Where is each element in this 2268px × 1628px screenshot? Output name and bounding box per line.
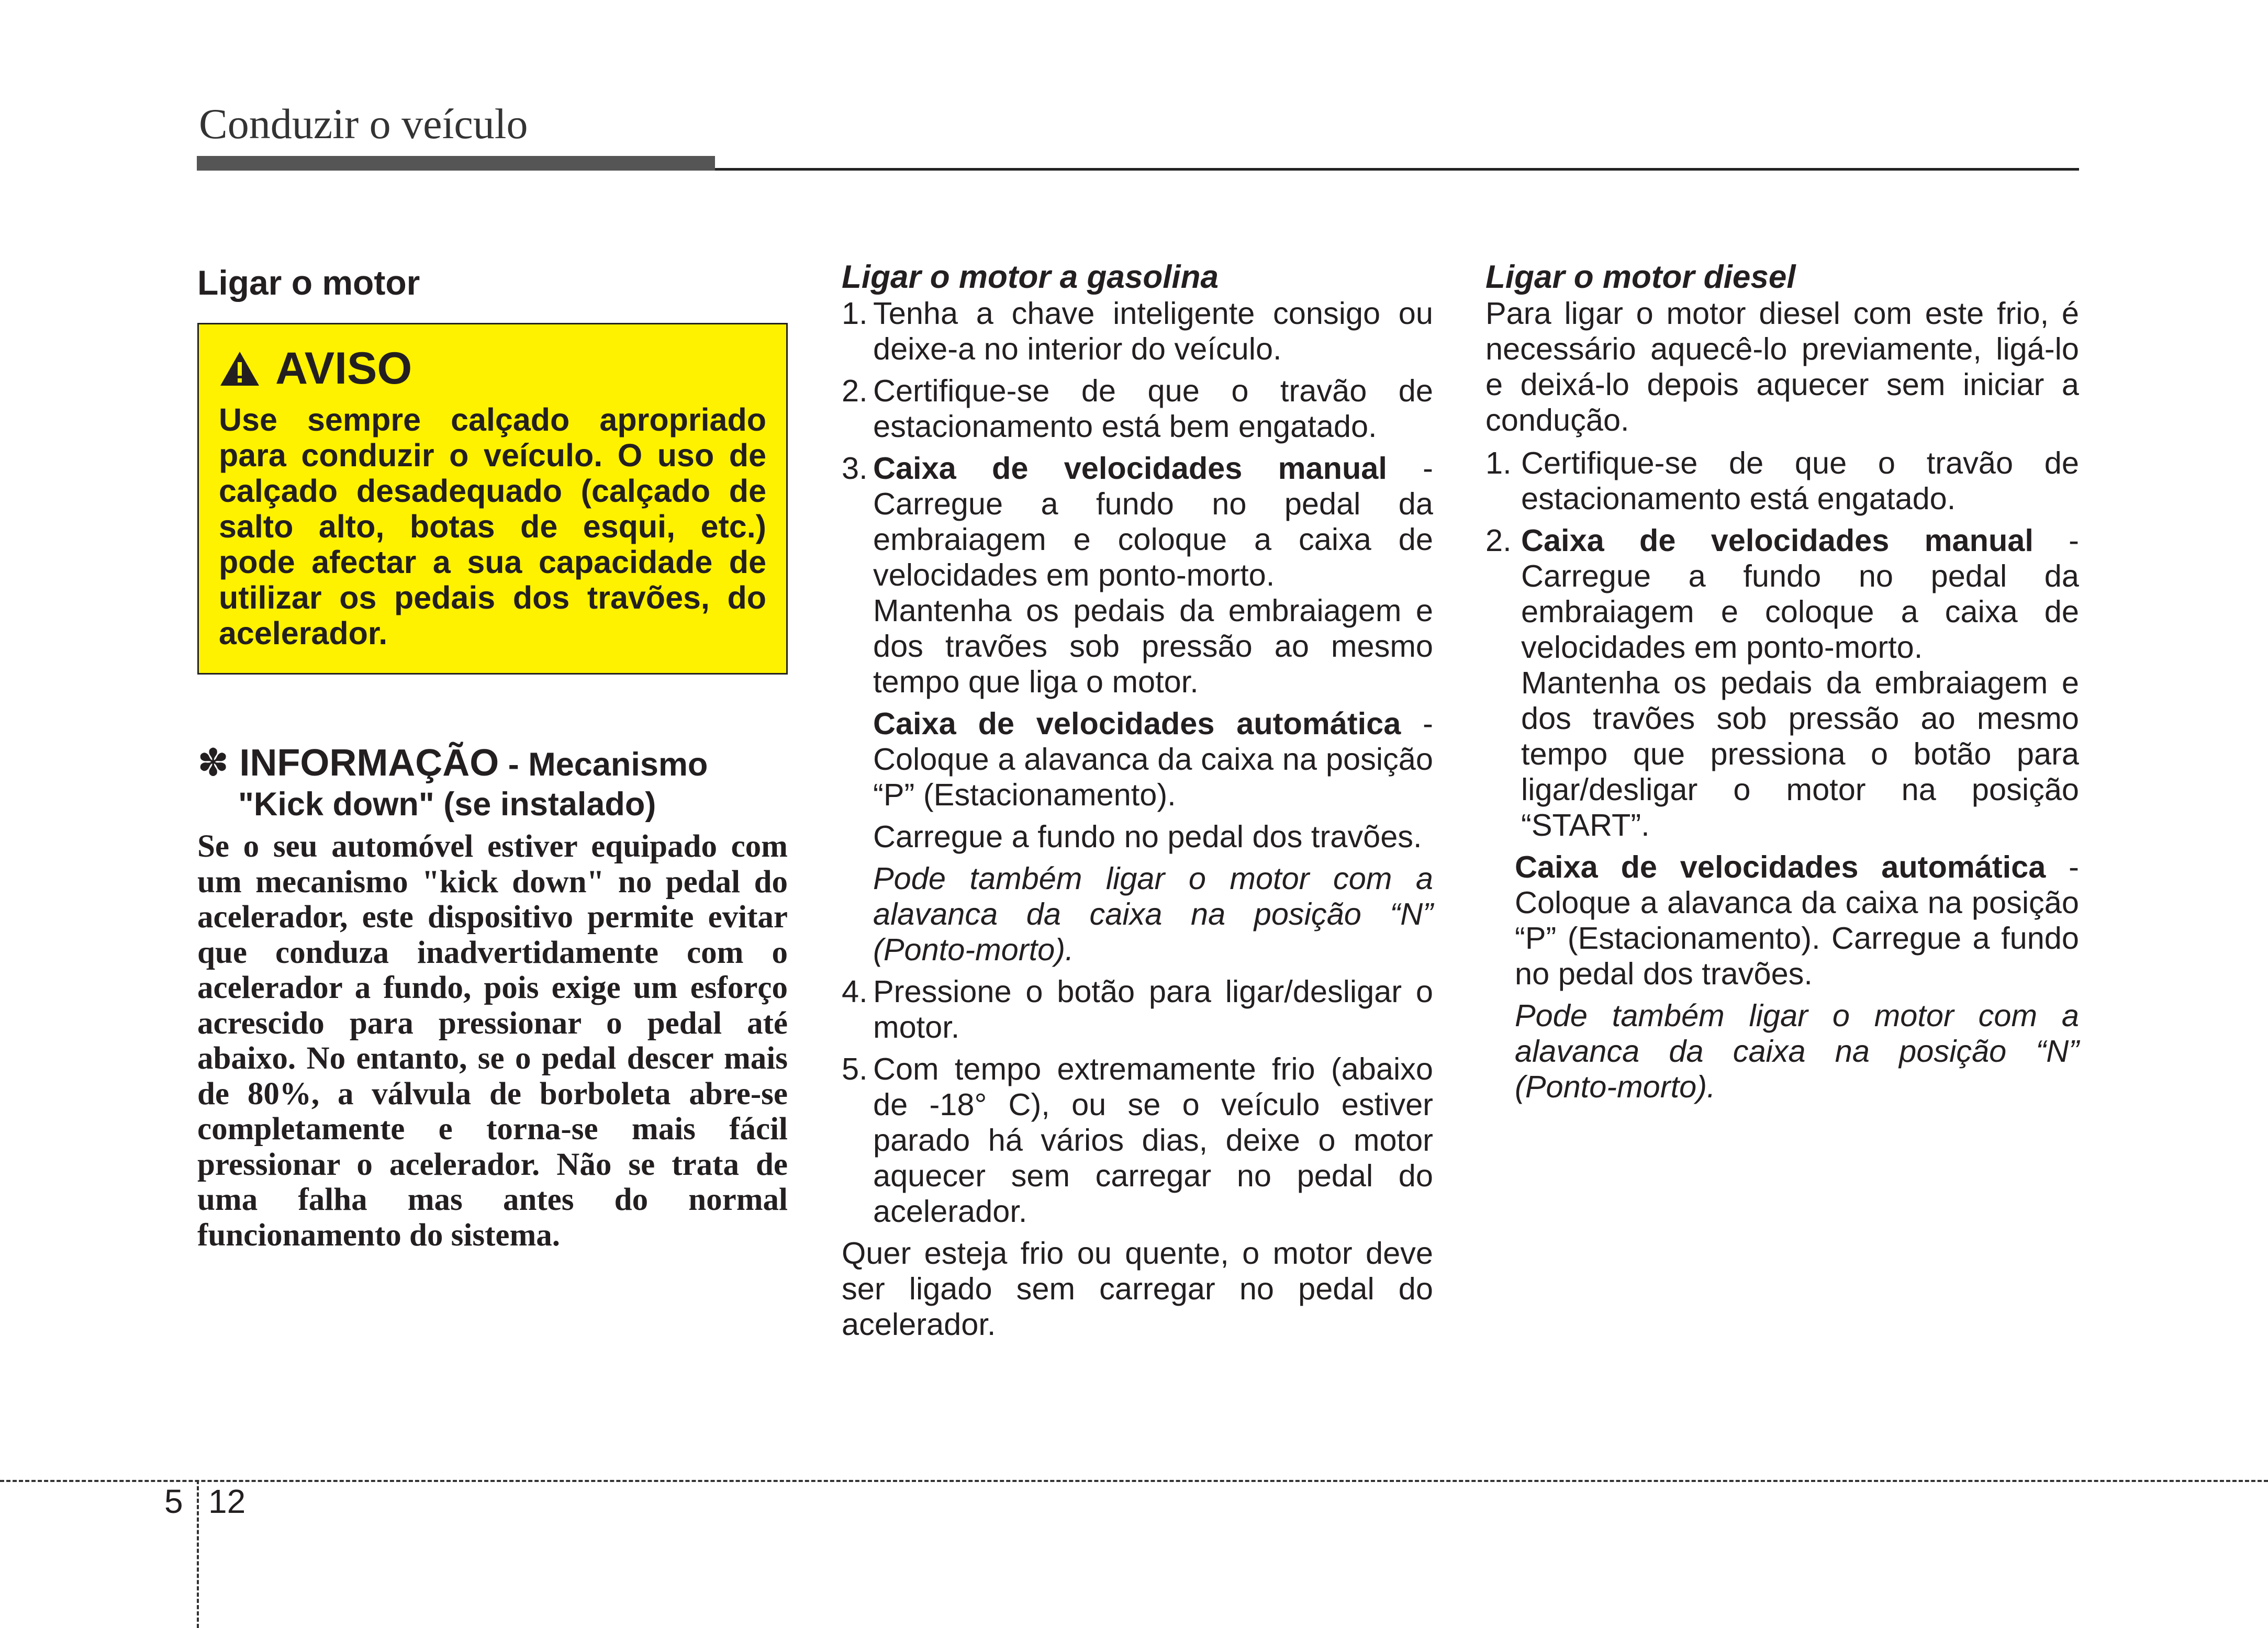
- page-header-title: Conduzir o veículo: [199, 100, 528, 148]
- item3-brake: Carregue a fundo no pedal dos travões.: [873, 819, 1422, 854]
- list-item: 1. Tenha a chave inteligente consigo ou deixe-a no interior do veículo.: [842, 296, 1433, 366]
- warning-box: [197, 323, 788, 675]
- info-subtitle-2: "Kick down" (se instalado): [238, 786, 656, 823]
- page-number: 12: [208, 1483, 246, 1520]
- column-2: [842, 259, 1433, 1342]
- footer-divider: [0, 1480, 2268, 1482]
- item2-paragraph: Mantenha os pedais da embraiagem e dos travões sob pressão ao mesmo tempo que pressiona o botão para ligar/desligar o motor na posição “START”.: [1521, 665, 2079, 843]
- info-subtitle-1: - Mecanismo: [499, 746, 708, 783]
- section-title: Ligar o motor: [197, 263, 420, 302]
- list-item: 1. Certifique-se de que o travão de estacionamento está engatado.: [1485, 445, 2079, 516]
- gasoline-title: Ligar o motor a gasolina: [842, 259, 1219, 295]
- warning-heading: [219, 343, 766, 394]
- info-label: INFORMAÇÃO: [239, 742, 499, 784]
- chapter-number: 5: [164, 1483, 183, 1520]
- item2-note: Pode também ligar o motor com a alavanca da caixa na posição “N” (Ponto-morto).: [1515, 998, 2079, 1104]
- warning-text: Use sempre calçado apropriado para conduzir o veículo. O uso de calçado desadequado (calçado de salto alto, botas de esqui, etc.) pode afectar a sua capacidade de utilizar os pedais dos travões, do acelerador.: [219, 402, 766, 651]
- item3-automatic: Caixa de velocidades automática - Coloque a alavanca da caixa na posição “P” (Estacionamento).: [873, 706, 1433, 812]
- item3-paragraph: Mantenha os pedais da embraiagem e dos travões sob pressão ao mesmo tempo que liga o motor.: [873, 593, 1433, 699]
- footer-vertical-divider: [197, 1480, 199, 1628]
- header-bar: [197, 156, 715, 171]
- list-item: 2. Caixa de velocidades manual - Carregue a fundo no pedal da embraiagem e coloque a caixa de velocidades em ponto-morto.: [1485, 523, 2079, 665]
- warning-triangle-icon: [219, 350, 261, 387]
- diesel-title: Ligar o motor diesel: [1485, 259, 1796, 295]
- column-3: [1485, 259, 2079, 1111]
- list-item: 3. Caixa de velocidades manual - Carregue a fundo no pedal da embraiagem e coloque a caixa de velocidades em ponto-morto.: [842, 451, 1433, 592]
- list-item: 4. Pressione o botão para ligar/desligar o motor.: [842, 974, 1433, 1045]
- item3-note: Pode também ligar o motor com a alavanca da caixa na posição “N” (Ponto-morto).: [873, 861, 1433, 967]
- asterisk-icon: ✽: [197, 742, 229, 784]
- info-text: Se o seu automóvel estiver equipado com um mecanismo "kick down" no pedal do acelerador, este dispositivo permite evitar que conduza inadvertidamente com o acelerador a fundo, pois exige um esforço acrescido para pressionar o pedal até abaixo. No entanto, se o pedal descer mais de 80%, a válvula de borboleta abre-se completamente e torna-se mais fácil pressionar o acelerador. Não se trata de uma falha mas antes do normal funcionamento do sistema.: [197, 829, 788, 1253]
- header-rule: [715, 168, 2079, 171]
- closing-paragraph: Quer esteja frio ou quente, o motor deve ser ligado sem carregar no pedal do acelerador.: [842, 1236, 1433, 1342]
- diesel-intro: Para ligar o motor diesel com este frio, é necessário aquecê-lo previamente, ligá-lo e deixá-lo depois aquecer sem iniciar a condução.: [1485, 296, 2079, 437]
- info-heading: [197, 743, 788, 824]
- list-item: 2. Certifique-se de que o travão de estacionamento está bem engatado.: [842, 373, 1433, 444]
- item2-automatic: Caixa de velocidades automática - Coloque a alavanca da caixa na posição “P” (Estacionamento). Carregue a fundo no pedal dos travões.: [1515, 849, 2079, 991]
- warning-title: AVISO: [275, 343, 412, 394]
- column-1: [197, 259, 788, 1253]
- list-item: 5. Com tempo extremamente frio (abaixo de -18° C), ou se o veículo estiver parado há vários dias, deixe o motor aquecer sem carregar no pedal do acelerador.: [842, 1051, 1433, 1229]
